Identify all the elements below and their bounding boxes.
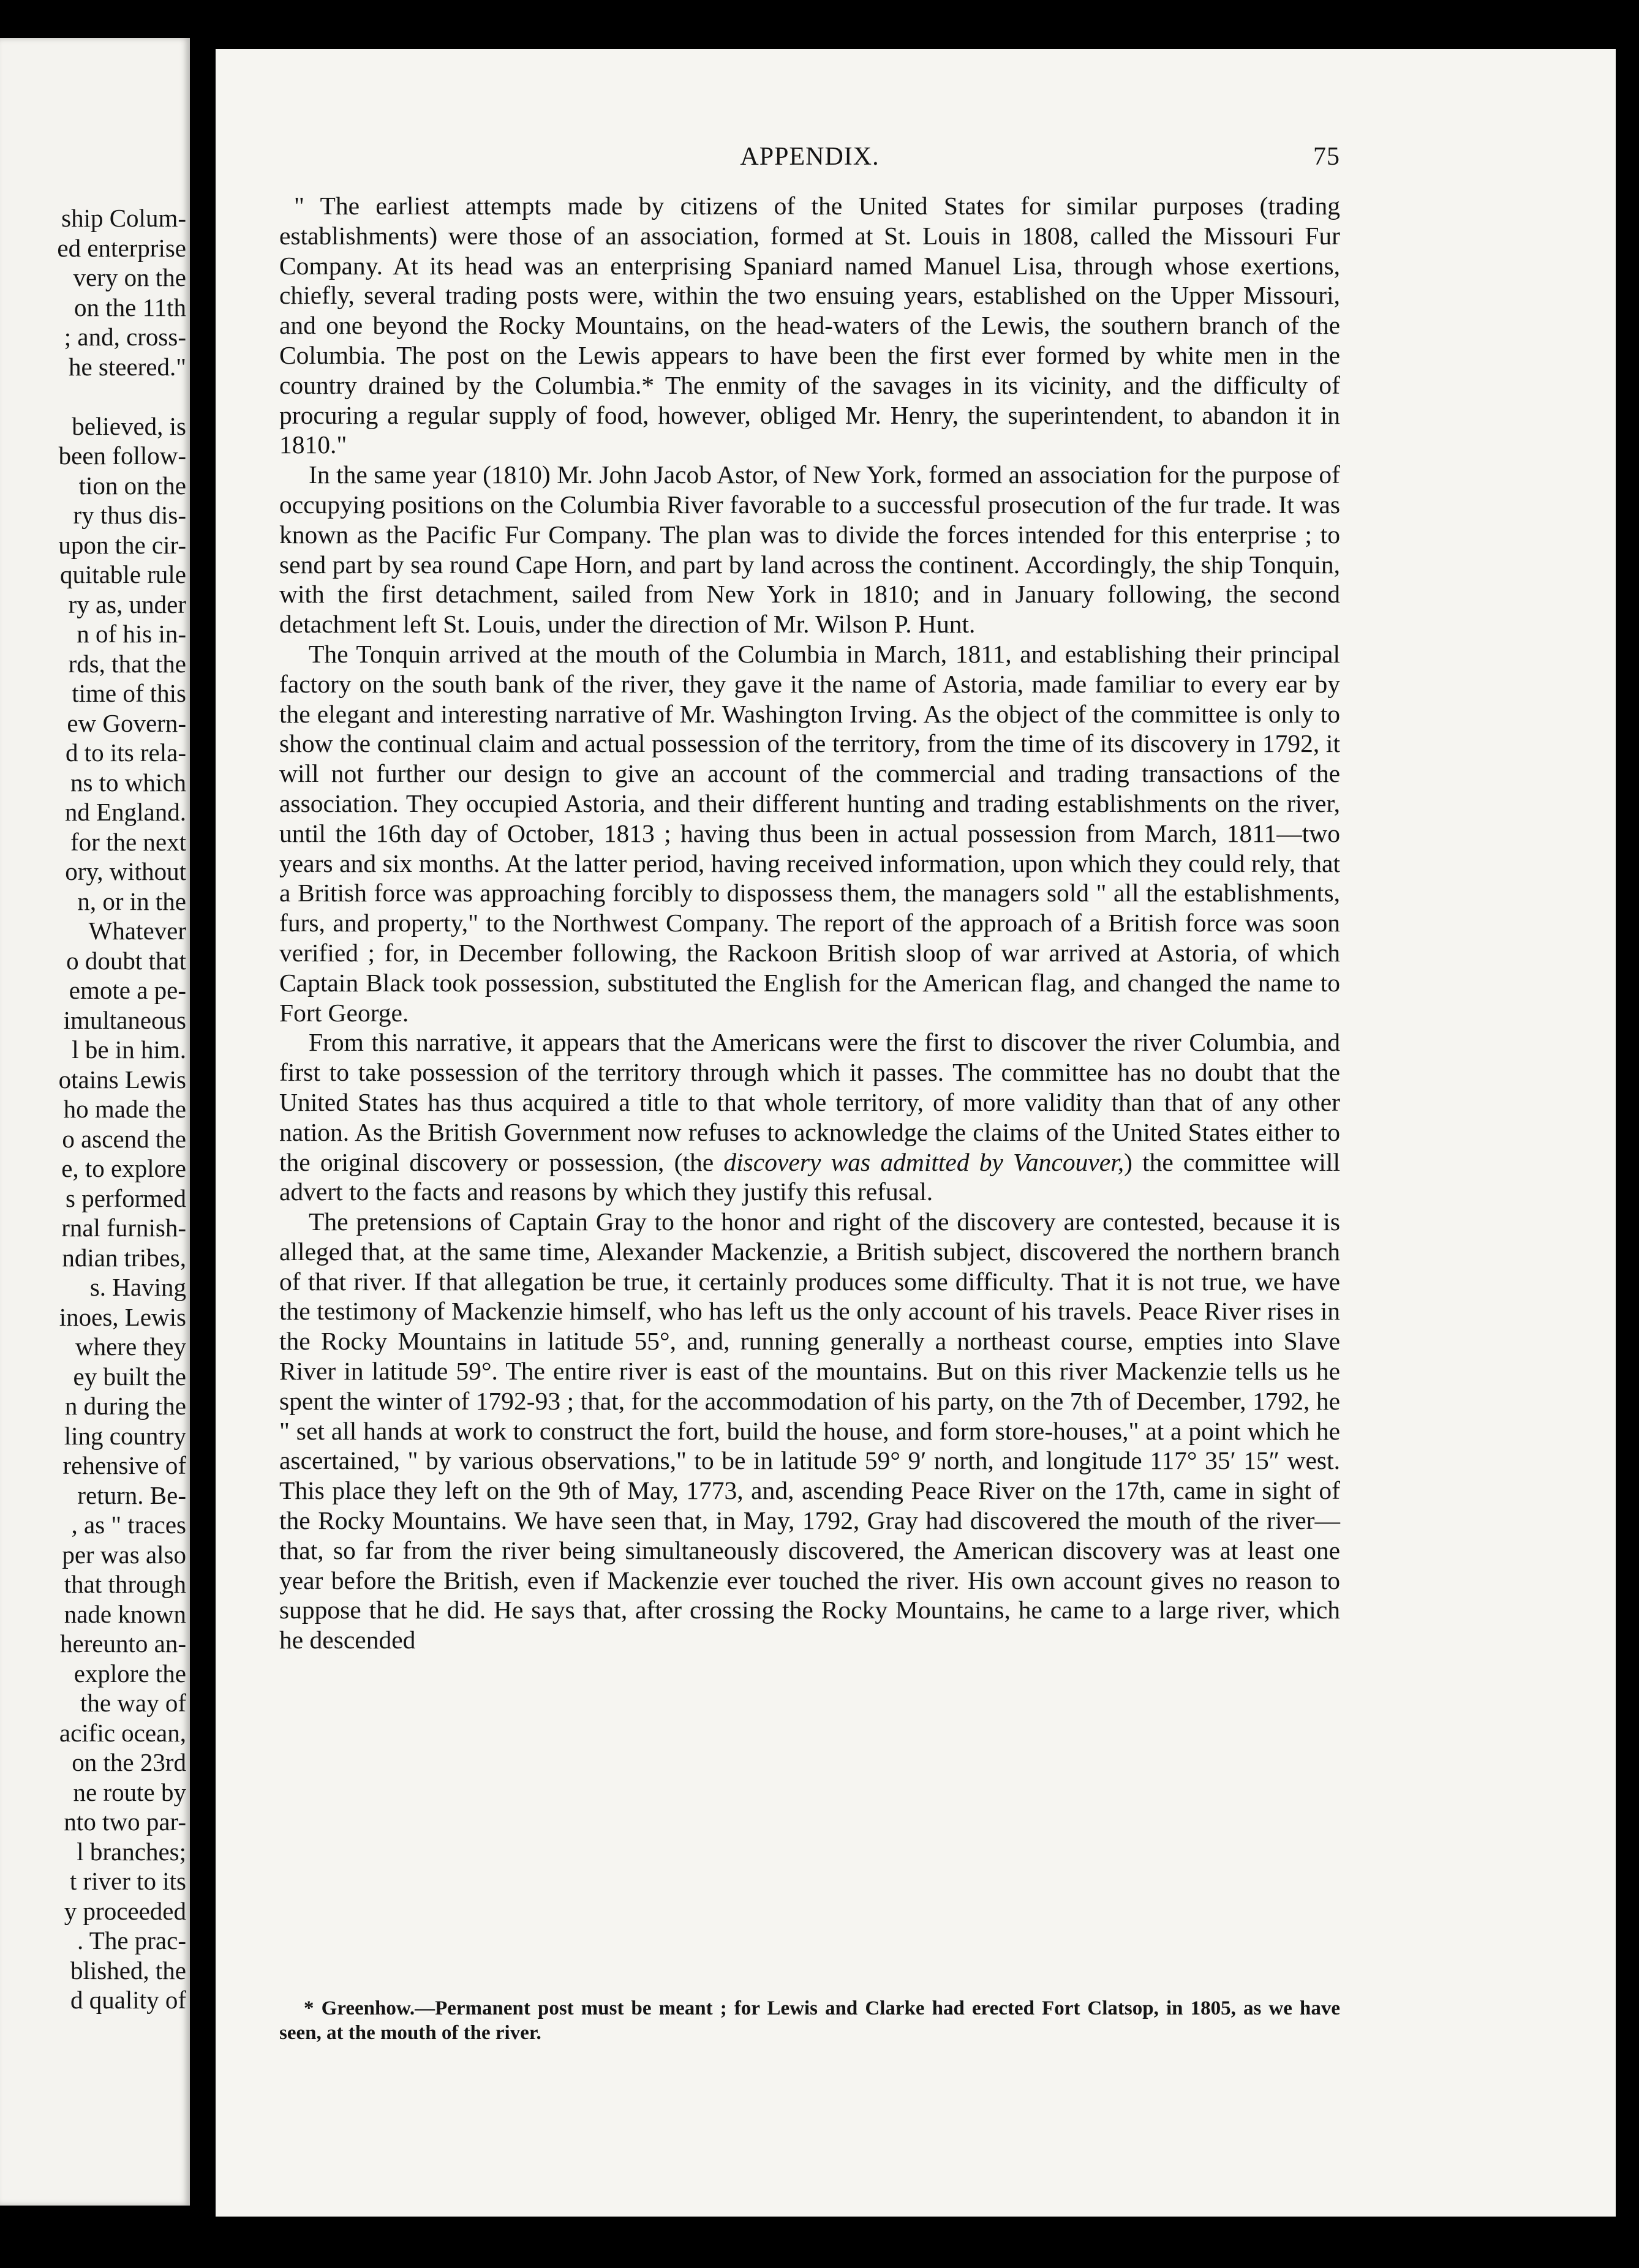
facing-page-line: , as " traces [71, 1511, 186, 1539]
facing-page-line: e, to explore [61, 1154, 186, 1182]
facing-page-line: for the next [70, 827, 186, 856]
facing-page-line: nto two par- [64, 1808, 186, 1836]
facing-page-line: very on the [73, 263, 186, 291]
facing-page-line: rnal furnish- [61, 1214, 186, 1242]
paragraph-astor: In the same year (1810) Mr. John Jacob Astor, of New York, formed an association for the purpose of occupying positions on the Columbia River favorable to a successful prosecution of the fur trade. It was known as the Pacific Fur Company. The plan was to divide the forces intended for this enterprise ; to send part by sea round Cape Horn, and part by land across the continent. Accordingly, the ship Tonquin, with the first detachment, sailed from New York in 1810; and in January following, the second detachment left St. Louis, under the direction of Mr. Wilson P. Hunt. [279, 460, 1340, 639]
footnote [279, 1996, 1340, 2045]
ink-speck [995, 49, 1003, 62]
facing-page-line: s performed [66, 1184, 186, 1212]
facing-page-line: otains Lewis [58, 1065, 186, 1094]
facing-page-line: time of this [72, 679, 186, 707]
facing-page-line: ; and, cross- [64, 323, 186, 351]
page-number: 75 [1313, 143, 1340, 171]
paragraph-quote: " The earliest attempts made by citizens of the United States for similar purposes (trading establishments) were those of an association, formed at St. Louis in 1808, called the Missouri Fur Company. At its head was an enterprising Spaniard named Manuel Lisa, through whose exertions, chiefly, several trading posts were, within the two ensuing years, established on the Upper Missouri, and one beyond the Rocky Mountains, on the head-waters of the Lewis, the southern branch of the Columbia. The post on the Lewis appears to have been the first ever formed by white men in the country drained by the Columbia.* The enmity of the savages in its vicinity, and the difficulty of procuring a regular supply of food, however, obliged Mr. Henry, the superintendent, to abandon it in 1810." [279, 192, 1340, 459]
paragraph-pretensions: The pretensions of Captain Gray to the honor and right of the discovery are contested, because it is alleged that, at the same time, Alexander Mackenzie, a British subject, discovered the northern branch of that river. If that allegation be true, it certainly produces some difficulty. That it is not true, we have the testimony of Mackenzie himself, who has left us the only account of his travels. Peace River rises in the Rocky Mountains in latitude 55°, and, running generally a northeast course, empties into Slave River in latitude 59°. The entire river is east of the mountains. But on this river Mackenzie tells us he spent the winter of 1792-93 ; that, for the accommodation of his party, on the 7th of December, 1792, he " set all hands at work to construct the fort, build the house, and form store-houses," at a point which he ascertained, " by various observations," to be in latitude 59° 9′ north, and longitude 117° 35′ 15″ west. This place they left on the 9th of May, 1773, and, ascending Peace River on the 17th, came in sight of the Rocky Mountains. We have seen that, in May, 1792, Gray had discovered the mouth of the river—that, so far from the river being simultaneously discovered, the American discovery was at least one year before the British, even if Mackenzie ever touched the river. His own account gives no reason to suppose that he did. He says that, after crossing the Rocky Mountains, he came to a large river, which he descended [279, 1207, 1340, 1654]
facing-page-line: d quality of [70, 1986, 186, 2014]
facing-page-fragment [0, 38, 190, 2206]
facing-page-line: ndian tribes, [62, 1243, 186, 1272]
facing-page-line: where they [75, 1332, 186, 1361]
paragraph-narrative-italic: discovery was admitted by Vancouver, [723, 1147, 1125, 1176]
facing-page-line: nd England. [64, 798, 186, 826]
facing-page-line [0, 381, 186, 411]
facing-page-line: quitable rule [59, 560, 186, 588]
paragraph-tonquin: The Tonquin arrived at the mouth of the Columbia in March, 1811, and establishing their principal factory on the south bank of the river, they gave it the name of Astoria, made familiar to every ear by the elegant and interesting narrative of Mr. Washington Irving. As the object of the committee is only to show the continual claim and actual possession of the territory, from the time of its discovery in 1792, it will not further our design to give an account of the commercial and trading transactions of the association. They occupied Astoria, and their different hunting and trading establishments on the river, until the 16th day of October, 1813 ; having thus been in actual possession from March, 1811—two years and six months. At the latter period, having received information, upon which they could rely, that a British force was approaching forcibly to dispossess them, the managers sold " all the establishments, furs, and property," to the Northwest Company. The report of the approach of a British force was soon verified ; for, in December following, the Rackoon British sloop of war arrived at Astoria, of which Captain Black took possession, substituted the English for the American flag, and changed the name to Fort George. [279, 639, 1340, 1027]
facing-page-line: o ascend the [62, 1124, 186, 1153]
facing-page-line: per was also [62, 1540, 186, 1569]
facing-page-line: . The prac- [77, 1926, 186, 1954]
facing-page-line: blished, the [70, 1956, 186, 1984]
facing-page-line: ey built the [73, 1362, 186, 1391]
facing-page-line: imultaneous [63, 1005, 186, 1034]
facing-page-line: ry as, under [68, 590, 186, 618]
paragraph-narrative-part1: From this narrative, it appears that the Americans were the first to discover the river Columbia, and first to take possession of the territory through which it passes. The committee has no doubt that the United States has thus acquired a title to that whole territory, of more validity than that of any other nation. As the British Government now refuses to acknowledge the claims of the United States either to the original discovery or possession, (the [279, 1028, 1340, 1176]
facing-page-line: ship Colum- [61, 204, 186, 232]
facing-page-line: n of his in- [77, 620, 186, 648]
facing-page-line: been follow- [58, 441, 186, 470]
book-page [216, 49, 1616, 2217]
facing-page-line: explore the [73, 1659, 186, 1688]
facing-page-line: acific ocean, [59, 1718, 186, 1747]
facing-page-line: that through [64, 1570, 186, 1598]
facing-page-line: rds, that the [68, 649, 186, 678]
facing-page-line: emote a pe- [69, 976, 186, 1004]
footnote-text: * Greenhow.—Permanent post must be meant ; for Lewis and Clarke had erected Fort Clatsop, in 1805, as we have seen, at the mouth of the river. [279, 1997, 1340, 2044]
paragraph-narrative [279, 1027, 1340, 1207]
facing-page-line: Whatever [88, 917, 186, 945]
facing-page-line: ho made the [63, 1095, 186, 1123]
facing-page-line: rehensive of [62, 1451, 186, 1479]
facing-page-line: on the 23rd [72, 1748, 186, 1776]
facing-page-line: ne route by [73, 1778, 186, 1806]
running-head [279, 142, 1340, 179]
facing-page-line: o doubt that [66, 946, 186, 975]
facing-page-line: n, or in the [77, 887, 186, 915]
facing-page-line: hereunto an- [59, 1629, 186, 1658]
facing-page-line: ory, without [65, 857, 186, 885]
facing-page-line: he steered." [68, 352, 186, 381]
facing-page-line: believed, is [72, 411, 186, 440]
facing-page-line: tion on the [78, 471, 186, 500]
facing-page-line: s. Having [89, 1273, 186, 1301]
running-head-title: APPENDIX. [740, 143, 880, 171]
facing-page-line: return. Be- [77, 1481, 186, 1509]
facing-page-line: nade known [64, 1599, 186, 1628]
facing-page-line: upon the cir- [58, 530, 186, 559]
facing-page-line: l be in him. [72, 1035, 186, 1064]
facing-page-line: ew Govern- [67, 708, 186, 737]
facing-page-line: y proceeded [64, 1896, 186, 1925]
facing-page-line: ry thus dis- [73, 501, 186, 529]
facing-page-line: d to its rela- [66, 738, 186, 767]
facing-page-line: t river to its [69, 1867, 186, 1895]
body-text [279, 191, 1340, 1655]
facing-page-line: n during the [64, 1392, 186, 1420]
facing-page-line: the way of [80, 1689, 186, 1717]
facing-page-line: ns to which [70, 768, 186, 797]
facing-page-line: on the 11th [74, 293, 186, 321]
facing-page-line: ed enterprise [57, 233, 186, 262]
facing-page-text [0, 203, 186, 2015]
facing-page-line: ling country [64, 1421, 186, 1450]
facing-page-line: l branches; [77, 1837, 186, 1866]
paragraph-narrative-part2: ) the committee will advert to the facts and reasons by which they justify this refusal. [279, 1147, 1340, 1206]
facing-page-line: inoes, Lewis [59, 1302, 186, 1331]
